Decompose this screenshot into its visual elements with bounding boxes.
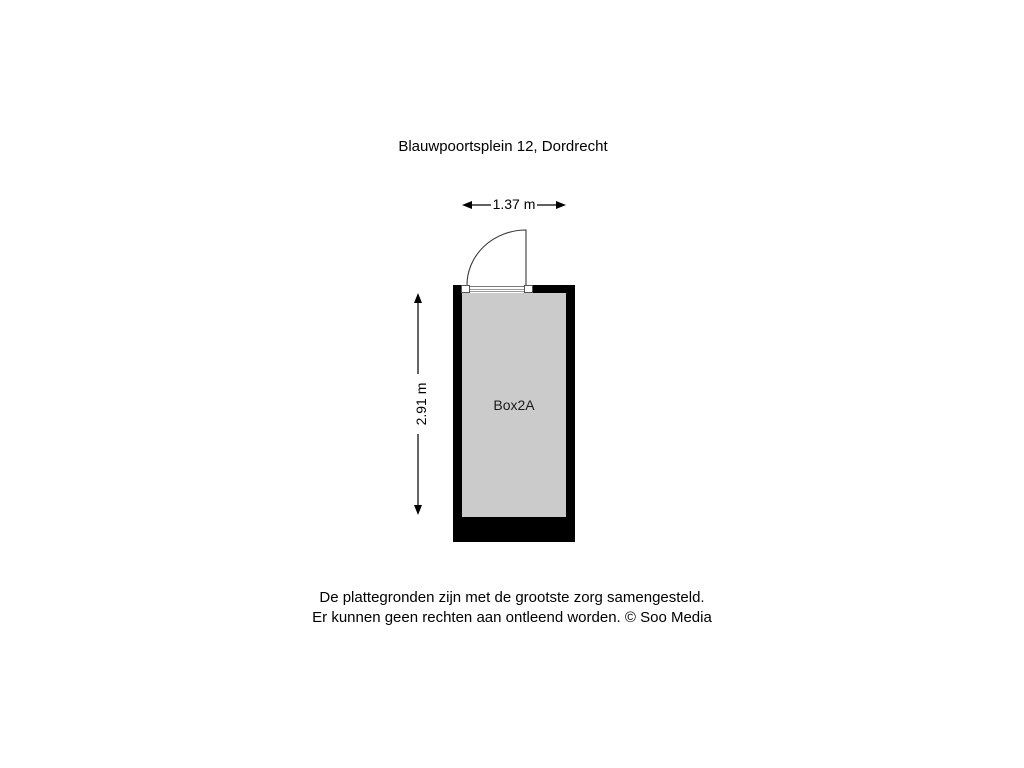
door-jamb-left	[461, 285, 470, 293]
height-dimension	[410, 293, 429, 515]
room-label: Box2A	[493, 397, 535, 413]
width-dimension-label: 1.37 m	[492, 196, 536, 212]
page-title: Blauwpoortsplein 12, Dordrecht	[398, 138, 608, 155]
arrow-down-head	[414, 505, 422, 515]
room-floor	[462, 293, 566, 517]
disclaimer	[0, 588, 1024, 628]
room-outline	[453, 285, 575, 542]
disclaimer-line2: Er kunnen geen rechten aan ontleend worden. © Soo Media	[312, 609, 712, 626]
door-arc	[467, 230, 526, 285]
height-dimension-label: 2.91 m	[413, 382, 429, 426]
door-opening	[461, 285, 533, 293]
width-dimension	[462, 196, 566, 213]
disclaimer-line1: De plattegronden zijn met de grootste zorg samengesteld.	[319, 589, 705, 606]
door-threshold	[470, 285, 524, 293]
arrow-up-head	[414, 293, 422, 303]
door-jamb-right	[524, 285, 533, 293]
